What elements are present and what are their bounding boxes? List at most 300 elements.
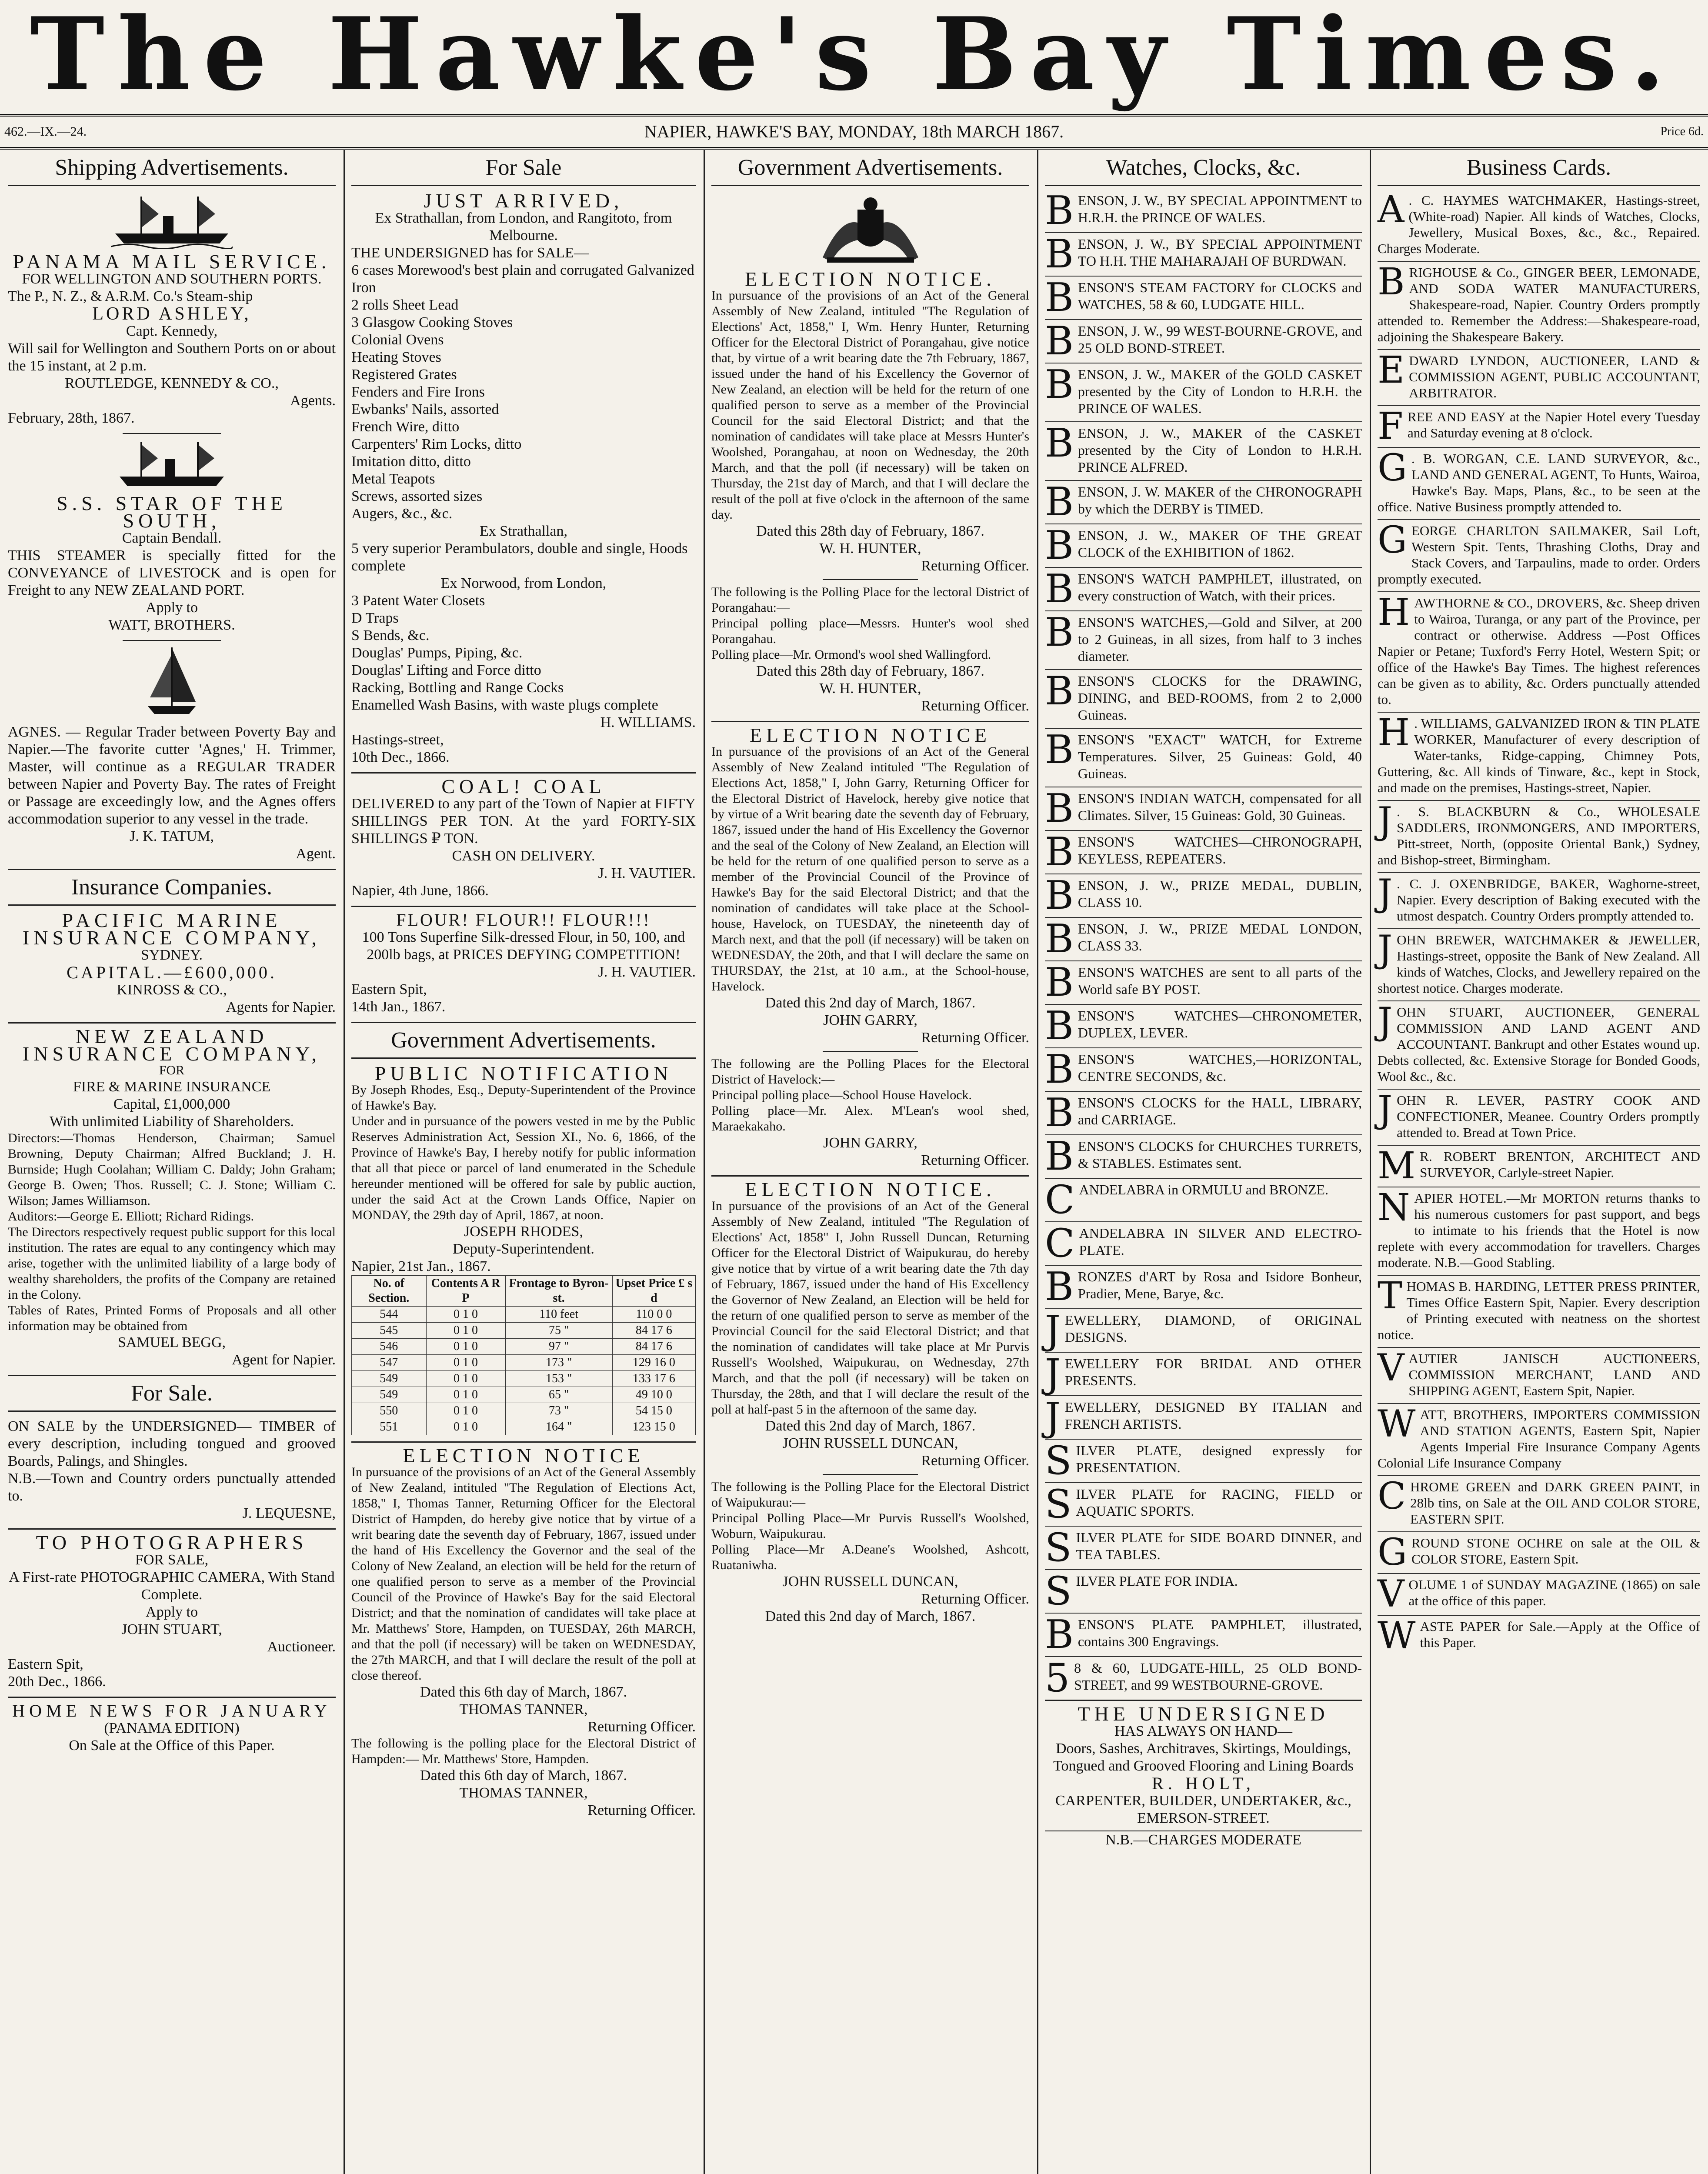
ad-title: PUBLIC NOTIFICATION [374, 1062, 673, 1084]
ad-title: COAL! COAL [441, 775, 606, 797]
ad-text: RONZES d'ART by Rosa and Isidore Bonheur, Pradier, Mene, Barye, &c. [1078, 1269, 1362, 1301]
ad-liability: With unlimited Liability of Shareholders. [49, 1114, 294, 1130]
ad-date: Napier, 21st Jan., 1867. [351, 1258, 491, 1274]
ad-text: ENSON, J. W., MAKER of the CASKET presented by the City of London to H.R.H. PRINCE ALFRED. [1078, 425, 1362, 475]
ad-text: ENSON, J. W., BY SPECIAL APPOINTMENT TO H.H. THE MAHARAJAH OF BURDWAN. [1078, 236, 1362, 269]
ad-name: THOMAS TANNER, [459, 1701, 588, 1717]
section-header: For Sale. [8, 1375, 336, 1412]
list-item [1045, 1395, 1362, 1440]
list-item [1378, 188, 1700, 257]
ad-body: The P., N. Z., & A.R.M. Co.'s Steam-ship [8, 288, 253, 304]
ad-title: THE UNDERSIGNED [1078, 1703, 1329, 1725]
ad-date: Dated this 2nd day of March, 1867. [765, 1608, 976, 1624]
list-item: D Traps [351, 610, 399, 626]
table-row [352, 1387, 696, 1403]
list-item: Enamelled Wash Basins, with waste plugs complete [351, 697, 658, 713]
table-row [352, 1419, 696, 1435]
table-cell: 133 17 6 [612, 1371, 695, 1387]
ad-text: EWELLERY FOR BRIDAL AND OTHER PRESENTS. [1064, 1356, 1362, 1388]
ad-polling: The following is the Polling Place for the Electoral District of Waipukurau:— [711, 1480, 1029, 1510]
ad-polling: Polling place—Mr. Ormond's wool shed Wallingford. [711, 647, 991, 662]
ad-date: Dated this 2nd day of March, 1867. [765, 1418, 976, 1434]
ad-body: In pursuance of the provisions of an Act of the General Assembly of New Zealand intituled "The Regulation of Elections Act, 1858," I, John Garry, Returning Officer for the Electoral District of Havelock, hereby give notice that by virtue of a Writ bearing date the seventh day of February, 1867, issued under the hand of His Excellency the Governor and the seal of the Colony of New Zealand, an Election will be held for the return of one qualified person to serve as a member of the Provincial Council of the Province of Hawke's Bay for the said Electoral District; and that the nomination of candidates will take place at the School-house, Havelock, on TUESDAY, the nineteenth day of March next, and that the poll (if necessary) will be taken on WEDNESDAY, the 20th, and that I will declare the same on THURSDAY, the 21st, at 10 a.m., at the School-house, Havelock. [711, 744, 1029, 994]
list-item: 2 rolls Sheet Lead [351, 297, 459, 313]
list-item: Racking, Bottling and Range Cocks [351, 680, 564, 696]
ad-body: In pursuance of the provisions of an Act of the General Assembly of New Zealand, intituled "The Regulation of Elections Act, 1858," I, Thomas Tanner, Returning Officer for the Electoral District of Hampden, do hereby give notice that by virtue of a writ bearing date the seventh day of February, 1867, issued under the hand of His Excellency the Governor and the seal of the Colony of New Zealand, an election will be held for the return of one qualified person to serve as a member of the Provincial Council of the Province of Hawke's Bay for the said Electoral District; and that the nomination of candidates will take place at Mr. Matthews' Store, Hampden, on TUESDAY, 26th MARCH, and that the poll (if necessary) will be taken on WEDNESDAY, the 27th MARCH, and that I will declare the result of the poll at close thereof. [351, 1465, 696, 1683]
apply-line: Apply to [146, 600, 198, 616]
list-item [1378, 1144, 1700, 1187]
ad-title: ELECTION NOTICE [750, 724, 991, 746]
drop-cap: G [1378, 1531, 1407, 1574]
ad-nz-insurance [8, 1025, 336, 1369]
list-item [1045, 610, 1362, 665]
table-row [352, 1355, 696, 1371]
cutter-icon [141, 645, 202, 719]
ad-star-of-the-south [8, 492, 336, 634]
list-item: 5 very superior Perambulators, double and single, Hoods complete [351, 540, 688, 574]
list-item [1378, 260, 1700, 345]
drop-cap: W [1378, 1614, 1416, 1657]
list-item: French Wire, ditto [351, 419, 460, 435]
ad-title: PANAMA MAIL SERVICE. [13, 250, 331, 273]
ad-name: JOHN GARRY, [823, 1012, 917, 1028]
list-item [1378, 928, 1700, 996]
ad-polling: Principal Polling Place—Mr Purvis Russell's Woolshed, Woburn, Waipukurau. [711, 1511, 1029, 1541]
ad-home-news [8, 1702, 336, 1754]
agent-role: Agents for Napier. [226, 999, 336, 1015]
ad-place: SYDNEY. [140, 947, 203, 963]
ad-title: TO PHOTOGRAPHERS [36, 1531, 308, 1554]
ad-text: ENSON'S "EXACT" WATCH, for Extreme Temperatures. Silver, 25 Guineas: Gold, 40 Guineas. [1078, 732, 1362, 781]
drop-cap: 5 [1045, 1656, 1070, 1701]
ad-for: FOR [159, 1063, 185, 1077]
list-item [1045, 1482, 1362, 1527]
ad-polling: The following is the polling place for the Electoral District of Hampden:— Mr. Matthews' Store, Hampden. [351, 1736, 696, 1766]
ad-kind: FIRE & MARINE INSURANCE [73, 1079, 271, 1095]
table-header-cell: Upset Price £ s d [612, 1276, 695, 1307]
drop-cap: B [1045, 610, 1074, 655]
ad-pacific-marine [8, 909, 336, 1016]
agent-name: WATT, BROTHERS. [108, 617, 235, 633]
agent-role: Agent for Napier. [232, 1352, 336, 1368]
list-item [1045, 1351, 1362, 1397]
ad-text: 8 & 60, LUDGATE-HILL, 25 OLD BOND-STREET, and 99 WESTBOURNE-GROVE. [1074, 1660, 1362, 1693]
drop-cap: B [1045, 1134, 1074, 1179]
drop-cap: B [1045, 830, 1074, 875]
ad-text: ENSON, J. W., MAKER of the GOLD CASKET presented by the City of London to H.R.H. the PRINCE OF WALES. [1078, 367, 1362, 416]
column-business-cards [1370, 152, 1708, 2174]
ad-date: 14th Jan., 1867. [351, 999, 446, 1015]
ad-text: ENSON'S CLOCKS for the HALL, LIBRARY, and CARRIAGE. [1078, 1095, 1362, 1127]
ad-role: Returning Officer. [587, 1802, 696, 1818]
ad-note: CASH ON DELIVERY. [452, 848, 595, 864]
ad-date: Napier, 4th June, 1866. [351, 883, 489, 899]
ad-text: AUTIER JANISCH AUCTIONEERS, COMMISSION MERCHANT, LAND AND SHIPPING AGENT, Eastern Spit, Napier. [1408, 1351, 1700, 1398]
ad-body: 100 Tons Superfine Silk-dressed Flour, in 50, 100, and 200lb bags, at PRICES DEFYING COMPETITION! [362, 929, 685, 963]
section-header: Watches, Clocks, &c. [1045, 152, 1362, 186]
ad-date: 20th Dec., 1866. [8, 1674, 106, 1690]
drop-cap: J [1045, 1308, 1061, 1353]
drop-cap: B [1045, 1004, 1074, 1049]
drop-cap: B [1045, 275, 1074, 320]
list-item [1045, 727, 1362, 782]
drop-cap: B [1045, 1264, 1074, 1310]
ad-text: ILVER PLATE for SIDE BOARD DINNER, and TEA TABLES. [1076, 1530, 1362, 1562]
list-item [1045, 319, 1362, 364]
ship-name: LORD ASHLEY, [92, 304, 251, 324]
ad-name: W. H. HUNTER, [819, 680, 921, 697]
ad-place: Eastern Spit, [8, 1656, 83, 1672]
ad-text: ILVER PLATE for RACING, FIELD or AQUATIC SPORTS. [1076, 1486, 1362, 1519]
list-item: Screws, assorted sizes [351, 488, 483, 504]
ad-role: CARPENTER, BUILDER, UNDERTAKER, &c., [1055, 1793, 1351, 1809]
ad-name: JOSEPH RHODES, [464, 1224, 583, 1240]
drop-cap: B [1045, 523, 1074, 568]
list-item [1045, 1308, 1362, 1353]
drop-cap: C [1045, 1221, 1075, 1266]
ad-body: A First-rate PHOTOGRAPHIC CAMERA, With Stand Complete. [9, 1569, 335, 1603]
table-cell: 75 " [505, 1323, 612, 1339]
ad-election-havelock [711, 724, 1029, 1169]
section-header: Shipping Advertisements. [8, 152, 336, 186]
list-item [1045, 362, 1362, 417]
list-item [1045, 188, 1362, 233]
drop-cap: J [1378, 1000, 1393, 1043]
ad-ships: Ex Norwood, from London, [440, 575, 607, 591]
list-item: Colonial Ovens [351, 332, 444, 348]
list-item: 3 Glasgow Cooking Stoves [351, 314, 513, 330]
drop-cap: B [1045, 960, 1074, 1005]
ad-text: ASTE PAPER for Sale.—Apply at the Office of this Paper. [1420, 1619, 1700, 1650]
item-list [351, 592, 696, 714]
list-item: Fenders and Fire Irons [351, 384, 485, 400]
table-cell: 551 [352, 1419, 427, 1435]
ad-polling: Principal polling place—School House Havelock. [711, 1088, 972, 1102]
table-header-cell: Frontage to Byron-st. [505, 1276, 612, 1307]
table-cell: 549 [352, 1371, 427, 1387]
ad-title: FLOUR! FLOUR!! FLOUR!!! [396, 910, 651, 930]
table-cell: 129 16 0 [612, 1355, 695, 1371]
ad-directors: Directors:—Thomas Henderson, Chairman; Samuel Browning, Deputy Chairman; Alfred Buckland; J. H. Burnside; Hugh Coolahan; William C. Daldy; John Graham; George B. Owen; Thos. Russell; C. J. Stone; William C. Wilson; James Williamson. [8, 1131, 336, 1208]
agent-name: KINROSS & CO., [117, 982, 227, 998]
price: Price 6d. [1660, 125, 1704, 138]
list-item [1378, 519, 1700, 587]
ad-body: Under and in pursuance of the powers vested in me by the Public Reserves Administration Act, Session XI., No. 6, 1866, of the Province of Hawke's Bay, I hereby notify for public information that all that piece or parcel of land enumerated in the Schedule hereunder mentioned will be offered for sale by public auction, under the said Act at the Crown Lands Office, Napier on MONDAY, the 29th day of April, 1867, at noon. [351, 1114, 696, 1222]
ad-text: OHN STUART, AUCTIONEER, GENERAL COMMISSION AND LAND AGENT AND ACCOUNTANT. Bankrupt and other Estates wound up. Debts collected, &c. Extensive Storage for Bonded Goods, Wool &c., &c. [1378, 1004, 1700, 1084]
list-item: Imitation ditto, ditto [351, 453, 471, 470]
ad-place: Eastern Spit, [351, 981, 427, 997]
ad-place: Hastings-street, [351, 732, 444, 748]
list-item [1378, 591, 1700, 707]
list-item [1045, 873, 1362, 918]
list-item [1378, 349, 1700, 401]
list-item: 3 Patent Water Closets [351, 593, 485, 609]
ad-body: AGNES. — Regular Trader between Poverty Bay and Napier.—The favorite cutter 'Agnes,' H. Trimmer, Master, will continue as a REGULAR TRADER between Napier and Poverty Bay. The rates of Freight or Passage are exceedingly low, and the Agnes offers accommodation superior to any vessel in the trade. [8, 724, 336, 827]
table-cell: 173 " [505, 1355, 612, 1371]
table-cell: 0 1 0 [426, 1387, 505, 1403]
watch-ad-list [1045, 188, 1362, 1701]
table-cell: 49 10 0 [612, 1387, 695, 1403]
drop-cap: S [1045, 1569, 1072, 1614]
ad-body: Doors, Sashes, Architraves, Skirtings, Mouldings, Tongued and Grooved Flooring and Lining Boards [1053, 1741, 1354, 1774]
ad-polling: The following are the Polling Places for the Electoral District of Havelock:— [711, 1057, 1029, 1087]
drop-cap: T [1378, 1274, 1402, 1317]
drop-cap: V [1378, 1573, 1404, 1616]
business-card-list [1378, 188, 1700, 1657]
ad-body: On Sale at the Office of this Paper. [69, 1737, 275, 1754]
table-cell: 65 " [505, 1387, 612, 1403]
newspaper-title: The Hawke's Bay Times. [30, 0, 1678, 113]
ad-body: DELIVERED to any part of the Town of Napier at FIFTY SHILLINGS PER TON. At the yard FORTY-SIX SHILLINGS ₽ TON. [351, 796, 696, 847]
list-item [1045, 421, 1362, 476]
table-cell: 0 1 0 [426, 1339, 505, 1355]
drop-cap: J [1045, 1351, 1061, 1397]
list-item [1045, 960, 1362, 1005]
ad-name: JOHN RUSSELL DUNCAN, [782, 1574, 958, 1590]
list-item [1045, 1264, 1362, 1310]
section-header: Government Advertisements. [711, 152, 1029, 186]
ad-note: N.B.—Town and Country orders punctually attended to. [8, 1470, 336, 1504]
drop-cap: B [1045, 1612, 1074, 1657]
drop-cap: G [1378, 519, 1407, 562]
ad-text: . B. WORGAN, C.E. LAND SURVEYOR, &c., LAND AND GENERAL AGENT, To Hunts, Wairoa, Hawke's Bay. Maps, Plans, &c., to be seen at the office. Native Business promptly attended to. [1378, 451, 1700, 514]
list-item [1045, 523, 1362, 568]
table-cell: 84 17 6 [612, 1339, 695, 1355]
ad-text: ENSON'S PLATE PAMPHLET, illustrated, contains 300 Engravings. [1078, 1617, 1362, 1649]
table-cell: 550 [352, 1403, 427, 1419]
ad-role: Returning Officer. [921, 698, 1029, 714]
ad-body: The Directors respectively request public support for this local institution. The rates are equal to any contingency which may arise, together with the unlimited liability of a large body of wealthy shareholders, the profits of the Company are retained in the Colony. [8, 1225, 336, 1302]
table-cell: 0 1 0 [426, 1355, 505, 1371]
drop-cap: B [1045, 1090, 1074, 1136]
ad-capital: CAPITAL.—£600,000. [67, 963, 277, 982]
ad-text: ILVER PLATE FOR INDIA. [1076, 1573, 1238, 1589]
ad-text: ENSON'S WATCHES,—HORIZONTAL, CENTRE SECONDS, &c. [1078, 1051, 1362, 1084]
list-item [1378, 800, 1700, 868]
drop-cap: C [1378, 1475, 1406, 1518]
table-cell: 0 1 0 [426, 1307, 505, 1323]
ad-text: ENSON, J. W., BY SPECIAL APPOINTMENT to H.R.H. the PRINCE OF WALES. [1078, 193, 1362, 225]
ad-role: Returning Officer. [921, 1030, 1029, 1046]
drop-cap: V [1378, 1347, 1404, 1390]
ad-name: R. HOLT, [1152, 1774, 1255, 1793]
ad-title: ELECTION NOTICE. [745, 1178, 996, 1200]
ad-polling: Polling place—Mr. Alex. M'Lean's wool shed, Maraekakaho. [711, 1104, 1029, 1134]
steamship-icon [115, 438, 228, 490]
ad-text: R. ROBERT BRENTON, ARCHITECT AND SURVEYOR, Carlyle-street Napier. [1420, 1149, 1700, 1180]
ad-role: Returning Officer. [921, 558, 1029, 574]
ad-ships: Ex Strathallan, [479, 523, 568, 539]
table-row [352, 1307, 696, 1323]
ad-text: . C. J. OXENBRIDGE, BAKER, Waghorne-street, Napier. Every description of Baking executed with the utmost despatch. Country Orders promptly attended to. [1397, 876, 1700, 924]
ad-text: EORGE CHARLTON SAILMAKER, Sail Loft, Western Spit. Tents, Thrashing Cloths, Dray and Stack Covers, and Tarpaulins, made to order. Orders promptly executed. [1378, 523, 1700, 587]
list-item [1045, 917, 1362, 962]
table-cell: 0 1 0 [426, 1323, 505, 1339]
table-cell: 0 1 0 [426, 1371, 505, 1387]
drop-cap: B [1045, 188, 1074, 233]
ad-date: Dated this 6th day of March, 1867. [420, 1767, 627, 1784]
ad-role: Deputy-Superintendent. [453, 1241, 594, 1257]
drop-cap: S [1045, 1438, 1072, 1484]
drop-cap: N [1378, 1186, 1410, 1229]
ad-name: J. LEQUESNE, [242, 1505, 336, 1521]
table-cell: 164 " [505, 1419, 612, 1435]
drop-cap: G [1378, 447, 1407, 490]
list-item [1045, 1134, 1362, 1179]
ad-text: ENSON'S WATCHES,—Gold and Silver, at 200 to 2 Guineas, in all sizes, from half to 3 inches diameter. [1078, 614, 1362, 664]
ad-sub: (PANAMA EDITION) [104, 1720, 240, 1736]
list-item: Augers, &c., &c. [351, 506, 453, 522]
drop-cap: B [1045, 669, 1074, 714]
ad-text: ANDELABRA IN SILVER AND ELECTRO-PLATE. [1079, 1225, 1362, 1258]
list-item [1045, 1221, 1362, 1266]
ad-text: ENSON'S WATCHES—CHRONOMETER, DUPLEX, LEVER. [1078, 1008, 1362, 1040]
list-item [1045, 232, 1362, 277]
table-header-cell: Contents A R P [426, 1276, 505, 1307]
list-item [1045, 1569, 1362, 1614]
ad-election-porangahau [711, 270, 1029, 715]
captain: Capt. Kennedy, [126, 323, 218, 339]
ad-text: . WILLIAMS, GALVANIZED IRON & TIN PLATE WORKER, Manufacturer of every description of Water-tanks, Ridge-capping, Chimney Pots, Guttering, &c. All kinds of Tinware, &c., kept in Stock, and made on the premises, Hastings-street, Napier. [1378, 716, 1700, 795]
list-item [1045, 1177, 1362, 1223]
table-cell: 97 " [505, 1339, 612, 1355]
ad-just-arrived [351, 192, 696, 766]
ad-text: DWARD LYNDON, AUCTIONEER, LAND & COMMISSION AGENT, PUBLIC ACCOUNTANT, ARBITRATOR. [1409, 353, 1700, 400]
ad-name: JOHN STUART, [121, 1621, 222, 1637]
ad-text: EWELLERY, DESIGNED BY ITALIAN and FRENCH ARTISTS. [1064, 1399, 1362, 1432]
captain: Captain Bendall. [122, 530, 222, 546]
ad-sub: HAS ALWAYS ON HAND— [1114, 1723, 1292, 1739]
section-header: Business Cards. [1378, 152, 1700, 186]
drop-cap: J [1045, 1395, 1061, 1440]
list-item [1378, 1475, 1700, 1527]
steamship-icon [111, 192, 233, 249]
ad-ships: Ex Strathallan, from London, and Rangitoto, from Melbourne. [375, 210, 672, 243]
list-item [1378, 1088, 1700, 1140]
ad-text: ENSON'S STEAM FACTORY for CLOCKS and WATCHES, 58 & 60, LUDGATE HILL. [1078, 280, 1362, 312]
ad-text: ENSON'S WATCHES are sent to all parts of the World safe BY POST. [1078, 964, 1362, 997]
drop-cap: B [1045, 421, 1074, 466]
ad-text: APIER HOTEL.—Mr MORTON returns thanks to his numerous customers for past support, and begs to intimate to his friends that the Hotel is now replete with every accommodation for travellers. Charges moderate. N.B.—Good Stabling. [1378, 1190, 1700, 1270]
drop-cap: M [1378, 1144, 1416, 1187]
ad-election-hampden [351, 1444, 696, 1819]
ad-text: ENSON'S INDIAN WATCH, compensated for all Climates. Silver, 15 Guineas: Gold, 30 Guineas. [1078, 790, 1362, 823]
drop-cap: C [1045, 1177, 1075, 1223]
drop-cap: B [1045, 480, 1074, 525]
drop-cap: E [1378, 349, 1405, 392]
agent-name: J. K. TATUM, [129, 828, 214, 844]
ad-body: ON SALE by the UNDERSIGNED— TIMBER of every description, including tongued and grooved Boards, Palings, and Shingles. [8, 1418, 336, 1469]
issue-ref: 462.—IX.—24. [4, 124, 87, 139]
ad-text: ANDELABRA in ORMULU and BRONZE. [1079, 1182, 1328, 1197]
drop-cap: J [1378, 1088, 1393, 1131]
list-item [1045, 830, 1362, 875]
list-item [1045, 1047, 1362, 1092]
list-item [1378, 447, 1700, 515]
agent-role: Agents. [290, 393, 336, 409]
list-item [1045, 669, 1362, 724]
list-item: 6 cases Morewood's best plain and corrugated Galvanized Iron [351, 262, 694, 296]
list-item: Heating Stoves [351, 349, 441, 365]
table-row [352, 1403, 696, 1419]
ad-text: . C. HAYMES WATCHMAKER, Hastings-street, (White-road) Napier. All kinds of Watches, Clocks, Jewellery, Musical Boxes, &c., &c., Repaired. Charges Moderate. [1378, 193, 1700, 256]
list-item [1045, 1612, 1362, 1657]
section-header: Government Advertisements. [351, 1022, 696, 1059]
ad-polling: The following is the Polling Place for the lectoral District of Porangahau:— [711, 585, 1029, 615]
ad-public-notification [351, 1062, 696, 1435]
table-cell: 153 " [505, 1371, 612, 1387]
ad-role: Auctioneer. [267, 1639, 336, 1655]
ad-date: Dated this 2nd day of March, 1867. [765, 995, 976, 1011]
list-item [1378, 1000, 1700, 1084]
list-item [1045, 567, 1362, 612]
ad-panama [8, 250, 336, 427]
drop-cap: J [1378, 928, 1393, 971]
drop-cap: B [1045, 319, 1074, 364]
ad-date: Dated this 6th day of March, 1867. [420, 1684, 627, 1700]
ad-text: OHN BREWER, WATCHMAKER & JEWELLER, Hastings-street, opposite the Bank of New Zealand. All kinds of Watches, Clocks, and Jewellery repaired on the shortest notice. Charges moderate. [1378, 932, 1700, 996]
ad-place: EMERSON-STREET. [1137, 1810, 1270, 1826]
table-cell: 0 1 0 [426, 1419, 505, 1435]
list-item [1045, 480, 1362, 525]
ad-role: Returning Officer. [921, 1152, 1029, 1168]
list-item [1045, 1004, 1362, 1049]
ad-polling: Polling Place—Mr A.Deane's Woolshed, Ashcott, Ruataniwha. [711, 1542, 1029, 1572]
ad-text: EWELLERY, DIAMOND, of ORIGINAL DESIGNS. [1064, 1312, 1362, 1345]
drop-cap: B [1378, 260, 1405, 303]
drop-cap: B [1045, 232, 1074, 277]
ad-text: OHN R. LEVER, PASTRY COOK AND CONFECTIONER, Meanee. Country Orders promptly attended to. Bread at Town Price. [1397, 1093, 1700, 1140]
ad-date: February, 28th, 1867. [8, 410, 135, 426]
list-item: Metal Teapots [351, 471, 435, 487]
ad-name: J. H. VAUTIER. [598, 964, 696, 980]
ad-title: PACIFIC MARINE INSURANCE COMPANY, [22, 909, 321, 949]
drop-cap: W [1378, 1403, 1416, 1446]
table-cell: 110 feet [505, 1307, 612, 1323]
date-line: NAPIER, HAWKE'S BAY, MONDAY, 18th MARCH 1867. [644, 122, 1064, 141]
ad-flour [351, 911, 696, 1016]
ad-title: JUST ARRIVED, [424, 190, 624, 212]
list-item [1045, 275, 1362, 320]
ad-photographers [8, 1531, 336, 1691]
table-cell: 73 " [505, 1403, 612, 1419]
table-cell: 545 [352, 1323, 427, 1339]
ad-text: ENSON'S CLOCKS for the DRAWING, DINING, and BED-ROOMS, from 2 to 2,000 Guineas. [1078, 673, 1362, 723]
drop-cap: F [1378, 405, 1404, 448]
list-item: S Bends, &c. [351, 627, 430, 644]
drop-cap: A [1378, 188, 1404, 231]
agent-name: SAMUEL BEGG, [117, 1334, 226, 1350]
drop-cap: B [1045, 567, 1074, 612]
ad-title: ELECTION NOTICE. [745, 268, 996, 290]
drop-cap: B [1045, 362, 1074, 407]
list-item [1378, 1347, 1700, 1399]
table-cell: 546 [352, 1339, 427, 1355]
table-header-cell: No. of Section. [352, 1276, 427, 1307]
ad-text: ATT, BROTHERS, IMPORTERS COMMISSION AND STATION AGENTS, Eastern Spit, Napier Agents Imperial Fire Insurance Company Agents Colonial Life Insurance Company [1378, 1407, 1700, 1470]
lots-table [351, 1275, 696, 1435]
ad-role: Returning Officer. [921, 1591, 1029, 1607]
drop-cap: B [1045, 873, 1074, 918]
ad-name: THOMAS TANNER, [459, 1785, 588, 1801]
ad-date: Dated this 28th day of February, 1867. [756, 663, 984, 679]
ad-polling: Principal polling place—Messrs. Hunter's wool shed Porangahau. [711, 616, 1029, 646]
ad-text: HROME GREEN and DARK GREEN PAINT, in 28lb tins, on Sale at the OIL AND COLOR STORE, EASTERN SPIT. [1410, 1479, 1700, 1527]
ad-body: Tables of Rates, Printed Forms of Proposals and all other information may be obtained from [8, 1303, 336, 1333]
ad-intro: THE UNDERSIGNED has for SALE— [351, 245, 589, 261]
ad-text: ROUND STONE OCHRE on sale at the OIL & COLOR STORE, Eastern Spit. [1411, 1535, 1700, 1567]
column-government [704, 152, 1037, 2174]
